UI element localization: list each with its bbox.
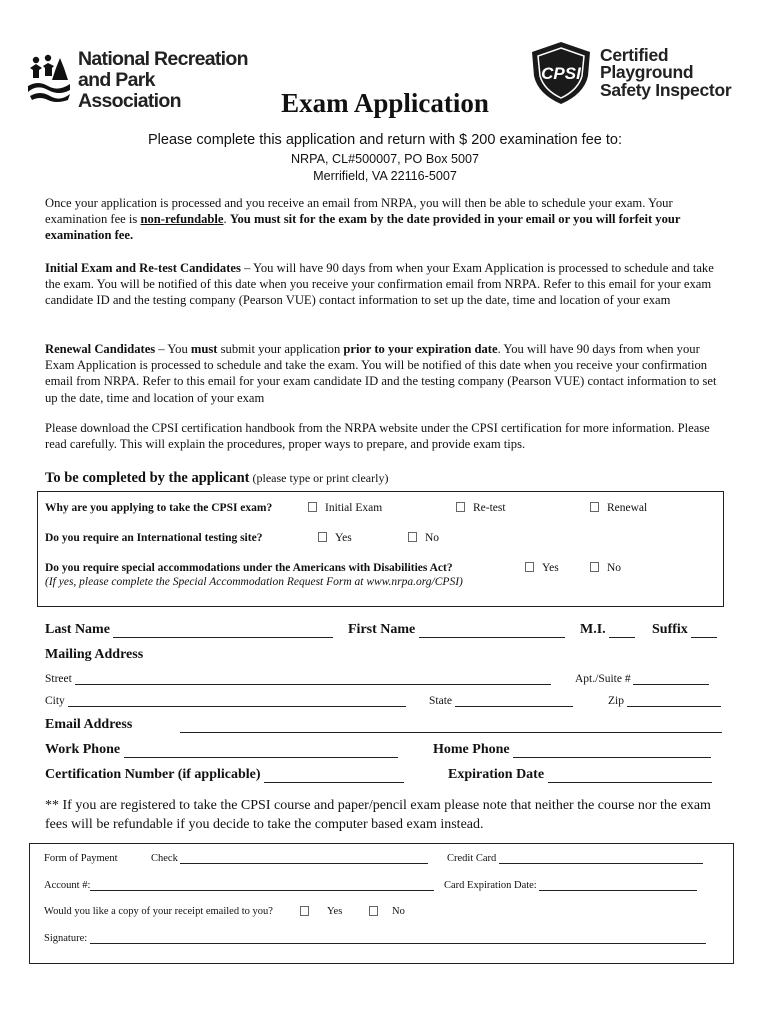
option-initial-exam[interactable]: Initial Exam bbox=[308, 502, 382, 514]
option-ada-no[interactable]: No bbox=[590, 562, 621, 574]
receipt-yes-option[interactable]: Yes bbox=[300, 906, 342, 917]
handbook-paragraph: Please download the CPSI certification handbook from the NRPA website under the CPSI certification for more information. Please read carefully. This will explain the procedures, proper ways to prepare, and provide exam tips. bbox=[45, 421, 710, 452]
account-field[interactable]: Account #: bbox=[44, 880, 434, 891]
suffix-line[interactable] bbox=[691, 623, 717, 638]
last-name-field[interactable]: Last Name bbox=[45, 622, 333, 638]
first-name-field[interactable]: First Name bbox=[348, 622, 565, 638]
initial-exam-paragraph: Initial Exam and Re-test Candidates – You will have 90 days from when your Exam Application is processed to schedule and take the exam. You will be notified of this date when you receive your confirmation email from NRPA. Refer to this email for your exam candidate ID and the testing company (Pearson VUE) contact information to set up the date, time and location of your exam bbox=[45, 261, 714, 308]
forfeit-warning: You must sit for the exam by the date provided in your email or you will forfeit your examination fee. bbox=[45, 212, 681, 243]
q1-label: Why are you applying to take the CPSI exam? bbox=[45, 502, 273, 514]
nonrefundable-text: non-refundable bbox=[140, 212, 224, 227]
option-intl-no[interactable]: No bbox=[408, 532, 439, 544]
receipt-question: Would you like a copy of your receipt emailed to you? bbox=[44, 906, 273, 917]
email-line[interactable] bbox=[180, 718, 722, 733]
mailing-address-label: Mailing Address bbox=[45, 647, 144, 662]
q2-label: Do you require an International testing site? bbox=[45, 532, 263, 544]
option-ada-yes[interactable]: Yes bbox=[525, 562, 559, 574]
cpsi-line1: Certified bbox=[600, 44, 669, 65]
street-line[interactable] bbox=[75, 672, 551, 685]
checkbox[interactable] bbox=[318, 532, 327, 542]
work-phone-line[interactable] bbox=[124, 743, 398, 758]
cpsi-line2: Playground bbox=[600, 62, 694, 83]
receipt-no-option[interactable]: No bbox=[369, 906, 405, 917]
check-field[interactable]: Check bbox=[151, 853, 428, 864]
option-renewal[interactable]: Renewal bbox=[590, 502, 647, 514]
zip-field[interactable]: Zip bbox=[608, 694, 721, 707]
last-name-line[interactable] bbox=[113, 623, 333, 638]
apt-line[interactable] bbox=[633, 672, 709, 685]
card-expiration-line[interactable] bbox=[539, 880, 697, 891]
option-intl-yes[interactable]: Yes bbox=[318, 532, 352, 544]
credit-card-line[interactable] bbox=[499, 853, 703, 864]
intro-paragraph: Once your application is processed and you receive an email from NRPA, you will then be able to schedule your exam. Your examination fee is non-refundable. You must sit for the exam by the date provided in your email or you will forfeit your examination fee. bbox=[45, 196, 681, 243]
checkbox[interactable] bbox=[456, 502, 465, 512]
initial-heading: Initial Exam and Re-test Candidates bbox=[45, 261, 241, 275]
mi-line[interactable] bbox=[609, 623, 635, 638]
check-line[interactable] bbox=[180, 853, 428, 864]
option-retest[interactable]: Re-test bbox=[456, 502, 506, 514]
renewal-heading: Renewal Candidates bbox=[45, 342, 156, 356]
page-title: Exam Application bbox=[281, 88, 489, 118]
signature-field[interactable]: Signature: bbox=[44, 933, 706, 944]
suffix-field[interactable]: Suffix bbox=[652, 622, 717, 638]
address-line2: Merrifield, VA 22116-5007 bbox=[313, 168, 457, 183]
credit-card-field[interactable]: Credit Card bbox=[447, 853, 703, 864]
first-name-line[interactable] bbox=[419, 623, 565, 638]
form-of-payment-label: Form of Payment bbox=[44, 853, 118, 864]
state-field[interactable]: State bbox=[429, 694, 573, 707]
cpsi-line3: Safety Inspector bbox=[600, 79, 732, 100]
checkbox[interactable] bbox=[300, 906, 309, 916]
card-expiration-field[interactable]: Card Expiration Date: bbox=[444, 880, 697, 891]
checkbox[interactable] bbox=[408, 532, 417, 542]
work-phone-field[interactable]: Work Phone bbox=[45, 742, 398, 758]
checkbox[interactable] bbox=[590, 562, 599, 572]
apt-field[interactable]: Apt./Suite # bbox=[575, 672, 709, 685]
signature-line[interactable] bbox=[90, 933, 706, 944]
mailing-address-block bbox=[0, 151, 770, 184]
cert-number-field[interactable]: Certification Number (if applicable) bbox=[45, 767, 404, 783]
cert-number-line[interactable] bbox=[264, 768, 404, 783]
org-name-line1: National Recreation bbox=[78, 47, 248, 70]
account-line[interactable] bbox=[90, 880, 434, 891]
state-line[interactable] bbox=[455, 694, 573, 707]
checkbox[interactable] bbox=[369, 906, 378, 916]
ada-note: (If yes, please complete the Special Accommodation Request Form at www.nrpa.org/CPSI) bbox=[45, 576, 463, 588]
email-field[interactable]: Email Address bbox=[45, 717, 133, 732]
renewal-paragraph: Renewal Candidates – You must submit your application prior to your expiration date. You will have 90 days from when your Exam Application is processed to schedule and take the exam. You will be notified of this date when you receive your confirmation email from NRPA. Refer to this email for your exam candidate ID and the testing company (Pearson VUE) contact information to set up the date, time and location of your exam bbox=[45, 342, 717, 405]
checkbox[interactable] bbox=[590, 502, 599, 512]
org-name-line2: and Park Association bbox=[78, 68, 181, 112]
mi-field[interactable]: M.I. bbox=[580, 622, 635, 638]
checkbox[interactable] bbox=[308, 502, 317, 512]
expiration-line[interactable] bbox=[548, 768, 712, 783]
address-line1: NRPA, CL#500007, PO Box 5007 bbox=[290, 152, 480, 166]
instruction-text: Please complete this application and return with $ 200 examination fee to: bbox=[148, 132, 622, 148]
cpsi-badge-text: CPSI bbox=[541, 64, 581, 83]
expiration-field[interactable]: Expiration Date bbox=[448, 767, 712, 783]
street-field[interactable]: Street bbox=[45, 672, 551, 685]
q3-label: Do you require special accommodations under the Americans with Disabilities Act? bbox=[45, 562, 453, 574]
checkbox[interactable] bbox=[525, 562, 534, 572]
home-phone-field[interactable]: Home Phone bbox=[433, 742, 711, 758]
city-line[interactable] bbox=[68, 694, 406, 707]
home-phone-line[interactable] bbox=[513, 743, 711, 758]
city-field[interactable]: City bbox=[45, 694, 406, 707]
zip-line[interactable] bbox=[627, 694, 721, 707]
refund-note: ** If you are registered to take the CPSI course and paper/pencil exam please note that neither the course nor the exam fees will be refundable if you decide to take the computer based exam instead. bbox=[45, 798, 711, 832]
applicant-section-heading: To be completed by the applicant (please type or print clearly) bbox=[45, 470, 389, 486]
